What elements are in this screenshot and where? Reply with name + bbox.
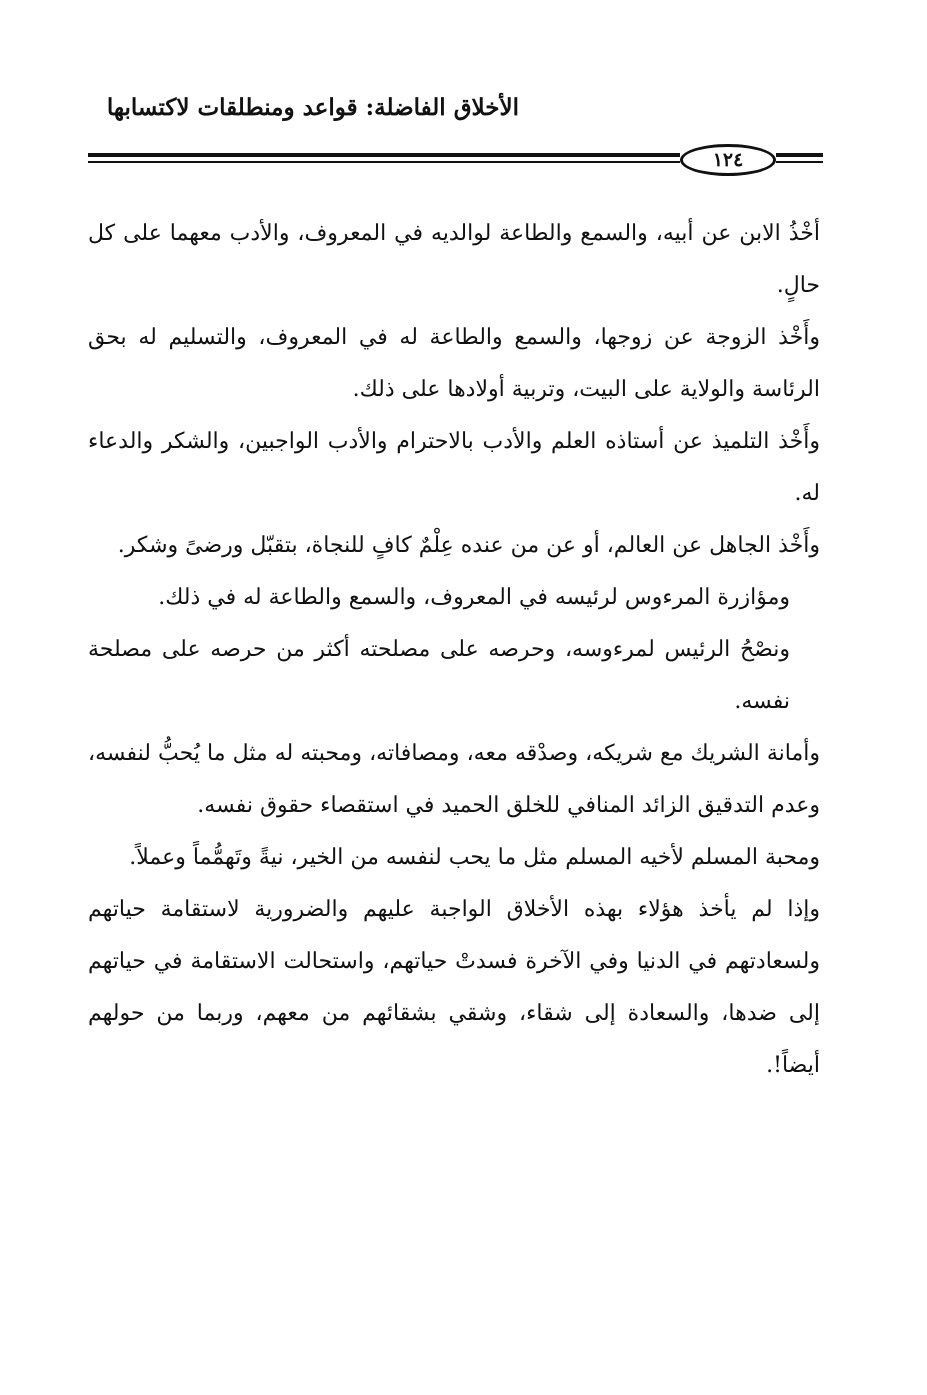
header-rule-right: [776, 153, 823, 163]
header-rule: [88, 144, 823, 176]
paragraph-wife: وأَخْذ الزوجة عن زوجها، والسمع والطاعة له في المعروف، والتسليم له بحق الرئاسة والولاية على البيت، وتربية أولادها على ذلك.: [88, 325, 820, 402]
paragraph-subordinate: ومؤازرة المرءوس لرئيسه في المعروف، والسمع والطاعة له في ذلك.: [158, 585, 790, 610]
body-text: [88, 208, 820, 1092]
paragraph-muslim-brother: ومحبة المسلم لأخيه المسلم مثل ما يحب لنفسه من الخير، نيةً وتَهمُّماً وعملاً.: [129, 845, 820, 870]
page-number: ١٢٤: [680, 144, 776, 176]
paragraph-ignorant: وأَخْذ الجاهل عن العالم، أو عن من عنده عِلْمٌ كافٍ للنجاة، بتقبّل ورضىً وشكر.: [117, 533, 820, 558]
paragraph-conclusion: وإذا لم يأخذ هؤلاء بهذه الأخلاق الواجبة عليهم والضرورية لاستقامة حياتهم ولسعادتهم في الدنيا وفي الآخرة فسدتْ حياتهم، واستحالت الاستقامة في حياتهم إلى ضدها، والسعادة إلى شقاء، وشقي بشقائهم من معهم، وربما من حولهم أيضاً!.: [88, 897, 820, 1078]
paragraph-son: أخْذُ الابن عن أبيه، والسمع والطاعة لوالديه في المعروف، والأدب معهما على كل حالٍ.: [88, 221, 820, 298]
running-title: الأخلاق الفاضلة: قواعد ومنطلقات لاكتسابها: [106, 94, 519, 121]
paragraph-partner: وأمانة الشريك مع شريكه، وصدْقه معه، ومصافاته، ومحبته له مثل ما يُحبُّ لنفسه، وعدم التدقيق الزائد المنافي للخلق الحميد في استقصاء حقوق نفسه.: [88, 741, 820, 818]
paragraph-student: وأَخْذ التلميذ عن أستاذه العلم والأدب بالاحترام والأدب الواجبين، والشكر والدعاء له.: [88, 429, 820, 506]
paragraph-leader: ونصْحُ الرئيس لمرءوسه، وحرصه على مصلحته أكثر من حرصه على مصلحة نفسه.: [88, 637, 790, 714]
header-rule-left: [88, 153, 680, 163]
